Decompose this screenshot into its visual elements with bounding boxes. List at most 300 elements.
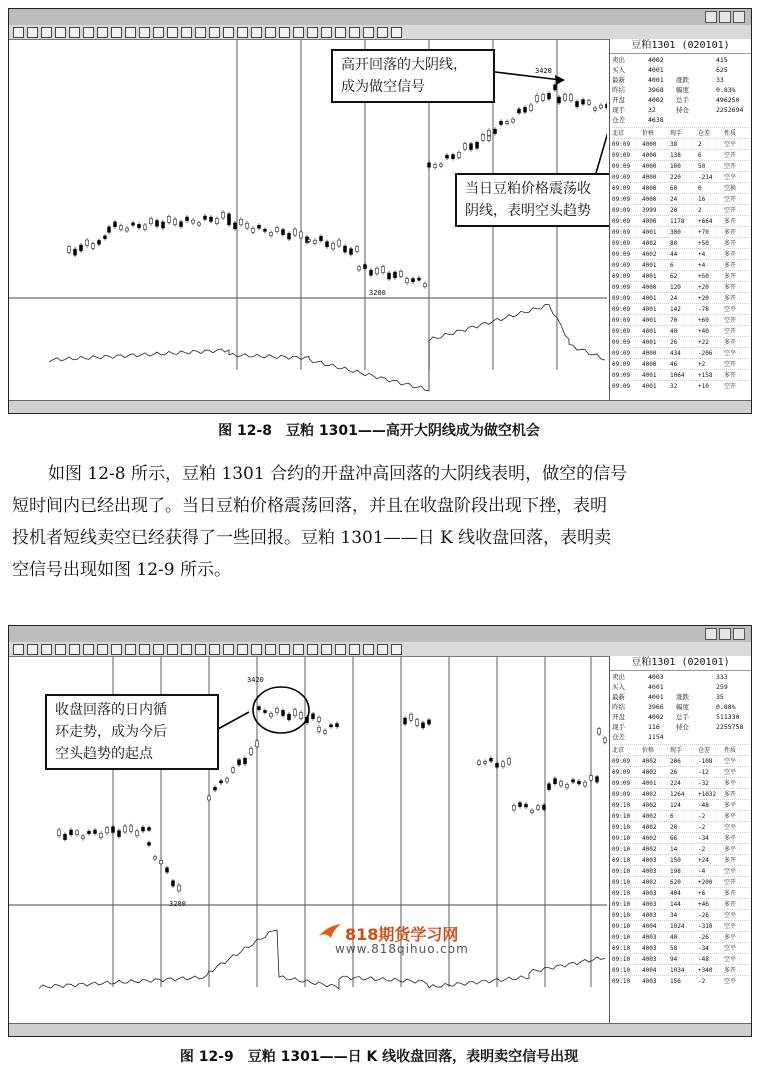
tick-cell: 46 [670,361,678,368]
tick-cell: +10 [698,383,709,390]
tick-cell: 26 [670,339,678,346]
callout-bearish-candle [331,49,495,103]
toolbar-button-icon[interactable] [27,644,38,655]
tick-cell: 09:09 [612,174,631,181]
candle-body [64,834,67,839]
tick-cell: +4 [698,262,706,269]
status-bar [9,400,751,413]
callout-line: 空头趋势的起点 [55,746,153,762]
tick-cell: 09:09 [612,339,631,346]
tick-cell: 09:10 [612,978,631,985]
toolbar-button-icon[interactable] [237,27,248,38]
tick-cell: 4000 [642,361,657,368]
candle-body [294,229,297,235]
tick-cell: 多开 [724,262,737,269]
toolbar-button-icon[interactable] [195,27,206,38]
toolbar-button-icon[interactable] [321,644,332,655]
tick-cell: 0 [698,185,702,192]
quote-extra: 625 [716,66,728,74]
tick-cell: +46 [698,901,709,908]
candle-body [554,779,557,784]
body-paragraph [12,458,738,586]
candle-body [58,830,61,836]
tick-header: 北京 [612,130,625,137]
candle-body [519,803,522,807]
candle-body [104,236,107,239]
tick-cell: -12 [698,769,709,776]
tick-cell: 2 [698,141,702,148]
candle-body [576,101,579,106]
callout-line: 成为做空信号 [341,79,425,95]
chart-toolbar [9,25,751,40]
tick-cell: 4003 [642,912,657,919]
candle-body [464,144,467,150]
candle-body [94,830,97,834]
tick-cell: 6 [670,813,674,820]
tick-cell: 09:10 [612,923,631,930]
tick-cell: -2 [698,846,706,853]
toolbar-button-icon[interactable] [391,644,402,655]
candle-body [548,93,551,99]
window-titlebar [9,9,751,26]
tick-cell: 4002 [642,251,657,258]
tick-cell: 80 [670,240,678,247]
tick-cell: 4003 [642,890,657,897]
tick-cell: 多开 [724,273,737,280]
tick-cell: 4003 [642,901,657,908]
tick-cell: 多开 [724,251,737,258]
toolbar-button-icon[interactable] [111,27,122,38]
candle-body [120,226,123,230]
price-high-label: 3420 [535,67,552,75]
candle-body [394,272,397,278]
candle-body [74,249,77,255]
candle-body [578,781,581,784]
quote-label: 买入 [612,683,625,691]
toolbar-button-icon[interactable] [181,27,192,38]
tick-cell: 多开 [724,901,737,908]
candle-body [344,246,347,252]
toolbar-button-icon[interactable] [279,27,290,38]
toolbar-button-icon[interactable] [153,27,164,38]
highlight-circle [253,687,309,733]
quote-extra: 511330 [716,713,740,721]
status-bar [9,1023,751,1036]
toolbar-button-icon[interactable] [223,27,234,38]
tick-cell: 空平 [724,350,737,357]
candle-body [178,885,181,891]
toolbar-button-icon[interactable] [13,644,24,655]
quote-row [612,65,749,75]
toolbar-button-icon[interactable] [363,644,374,655]
tick-cell: 空平 [724,868,737,875]
tick-cell: 多平 [724,813,737,820]
tick-cell: 34 [670,912,678,919]
candle-body [300,712,303,718]
toolbar-button-icon[interactable] [209,27,220,38]
candle-body [488,130,491,135]
candle-body [582,100,585,104]
candle-body [324,730,327,733]
toolbar-button-icon[interactable] [69,27,80,38]
candle-body [98,240,101,244]
tick-cell: 09:10 [612,868,631,875]
tick-cell: 404 [670,890,681,897]
candle-body [222,212,225,218]
tick-cell: 4001 [642,273,657,280]
quote-row [612,85,749,95]
tick-cell: +50 [698,240,709,247]
candle-body [320,236,323,240]
watermark-title: 818期货学习网 [345,925,459,944]
quote-label2: 总手 [676,713,689,721]
toolbar-button-icon[interactable] [307,27,318,38]
tick-cell: 09:09 [612,328,631,335]
toolbar-button-icon[interactable] [377,644,388,655]
tick-cell: 空开 [724,317,737,324]
figure-caption: 图 12-9 豆粕 1301——日 K 线收盘回落，表明卖空信号出现 [179,1049,579,1065]
tick-cell: 4001 [642,229,657,236]
tick-cell: 09:09 [612,758,631,765]
toolbar-button-icon[interactable] [139,27,150,38]
quote-label: 现手 [612,106,625,114]
toolbar-button-icon[interactable] [251,644,262,655]
candle-body [240,219,243,225]
quote-extra: 2252694 [716,106,744,114]
tick-cell: -206 [698,350,713,357]
tick-cell: 4000 [642,185,657,192]
tick-cell: 09:09 [612,780,631,787]
close-icon[interactable] [733,628,745,640]
tick-cell: 156 [670,978,681,985]
tick-cell: 4001 [642,328,657,335]
tick-cell: 1064 [670,372,685,379]
quote-label2: 幅度 [676,86,689,94]
toolbar-button-icon[interactable] [139,644,150,655]
toolbar-button-icon[interactable] [13,27,24,38]
candle-body [406,279,409,283]
quote-extra: 415 [716,56,728,64]
arrow-line [594,108,607,180]
tick-cell: 14 [670,846,678,853]
tick-cell: 4001 [642,383,657,390]
tick-cell: +50 [698,273,709,280]
candle-body [530,105,533,111]
candle-body [282,230,285,235]
tick-cell: 09:09 [612,218,631,225]
tick-cell: 124 [670,802,681,809]
tick-cell: 多开 [724,240,737,247]
tick-cell: 4003 [642,945,657,952]
candle-body [500,121,503,124]
toolbar-button-icon[interactable] [167,644,178,655]
candle-body [288,233,291,239]
tick-cell: 09:09 [612,350,631,357]
candle-body [70,830,73,835]
toolbar-button-icon[interactable] [293,644,304,655]
candle-body [588,101,591,104]
candle-body [364,265,367,269]
quote-row [612,115,749,125]
screenshot-figure-12-8 [8,8,752,414]
paragraph-line: 投机者短线卖空已经获得了一些回报。豆粕 1301——日 K 线收盘回落，表明卖 [12,528,612,548]
tick-cell: 09:09 [612,262,631,269]
tick-cell: +158 [698,372,713,379]
tick-cell: 4001 [642,295,657,302]
quote-value: 4001 [648,683,664,691]
tick-cell: 09:09 [612,152,631,159]
candle-body [270,232,273,235]
toolbar-button-icon[interactable] [237,644,248,655]
candle-body [156,220,159,226]
candle-body [132,223,135,225]
candle-body [424,284,427,287]
tick-cell: -2 [698,813,706,820]
candle-body [338,240,341,246]
quote-label: 开盘 [612,96,625,104]
quote-value: 3966 [648,703,664,711]
candle-body [470,144,473,150]
tick-cell: 50 [698,163,706,170]
toolbar-button-icon[interactable] [251,27,262,38]
tick-cell: 09:10 [612,912,631,919]
maximize-icon[interactable] [719,11,731,23]
candle-body [484,761,487,763]
candle-body [416,720,419,726]
watermark-url: www.818qihuo.com [335,942,469,956]
tick-header: 价格 [642,747,655,754]
tick-cell: 4003 [642,978,657,985]
tick-cell: 09:09 [612,229,631,236]
toolbar-button-icon[interactable] [335,644,346,655]
candle-body [356,246,359,251]
candle-body [282,710,285,715]
toolbar-button-icon[interactable] [153,644,164,655]
tick-header: 北京 [612,747,625,754]
tick-header: 现手 [670,130,683,137]
toolbar-button-icon[interactable] [321,27,332,38]
tick-cell: 220 [670,174,681,181]
toolbar-button-icon[interactable] [69,644,80,655]
quote-extra: 35 [716,693,724,701]
tick-cell: 09:10 [612,879,631,886]
tick-cell: 66 [670,835,678,842]
candle-body [376,268,379,274]
toolbar-button-icon[interactable] [41,644,52,655]
quote-value: 4001 [648,693,664,701]
toolbar-button-icon[interactable] [209,644,220,655]
toolbar-button-icon[interactable] [223,644,234,655]
tick-cell: 空平 [724,141,737,148]
tick-cell: 09:09 [612,163,631,170]
tick-header: 现手 [670,747,683,754]
tick-cell: 4000 [642,141,657,148]
candle-body [258,707,261,710]
toolbar-button-icon[interactable] [27,27,38,38]
tick-cell: 空平 [724,923,737,930]
tick-cell: 4003 [642,868,657,875]
quote-panel [609,39,751,401]
toolbar-button-icon[interactable] [111,644,122,655]
tick-cell: 空开 [724,879,737,886]
candle-body [558,97,561,103]
toolbar-button-icon[interactable] [181,644,192,655]
candle-body [100,833,103,838]
toolbar-button-icon[interactable] [55,27,66,38]
tick-cell: 1264 [670,791,685,798]
tick-cell: 4000 [642,163,657,170]
minimize-icon[interactable] [705,628,717,640]
tick-cell: 多开 [724,284,737,291]
tick-cell: 09:09 [612,196,631,203]
toolbar-button-icon[interactable] [97,644,108,655]
quote-row [612,105,749,115]
tick-cell: 142 [670,306,681,313]
price-low-label: 3200 [369,289,386,297]
tick-cell: 26 [670,769,678,776]
candle-body [531,810,534,812]
tick-cell: 4002 [642,769,657,776]
candle-body [208,796,211,800]
candle-body [572,780,575,782]
candle-body [604,738,607,742]
tick-cell: 09:09 [612,284,631,291]
tick-cell: 224 [670,780,681,787]
callout-line: 环走势，成为今后 [55,724,167,740]
toolbar-button-icon[interactable] [349,27,360,38]
contract-title: 豆粕1301 (020101) [610,39,751,54]
tick-cell: +40 [698,328,709,335]
tick-cell: 40 [670,934,678,941]
candle-body [358,267,361,270]
tick-cell: 206 [670,758,681,765]
callout-bearish-trend [455,173,619,227]
toolbar-button-icon[interactable] [83,644,94,655]
candle-body [252,228,255,232]
quote-row [612,732,749,742]
tick-header: 仓差 [698,747,711,754]
toolbar-button-icon[interactable] [335,27,346,38]
candle-body [174,219,177,225]
callout-line: 高开回落的大阴线， [341,57,467,73]
tick-cell: -34 [698,835,709,842]
toolbar-button-icon[interactable] [349,644,360,655]
candle-body [542,94,545,100]
candle-body [318,727,321,731]
tick-cell: 4002 [642,802,657,809]
candle-body [584,782,587,786]
tick-cell: 多开 [724,967,737,974]
tick-cell: 60 [670,185,678,192]
tick-cell: +4 [698,251,706,258]
tick-cell: 4001 [642,262,657,269]
toolbar-button-icon[interactable] [377,27,388,38]
candle-body [294,710,297,716]
tick-cell: 空平 [724,306,737,313]
tick-cell: +22 [698,339,709,346]
quote-label2: 幅度 [676,703,689,711]
candle-body [600,105,603,108]
tick-cell: 09:10 [612,835,631,842]
arrow-head-icon [555,75,565,85]
quote-label: 最新 [612,76,625,84]
candle-body [596,777,599,782]
candle-body [434,165,437,168]
candle-body [264,229,267,231]
candle-body [564,94,567,100]
candle-body [440,164,443,166]
toolbar-button-icon[interactable] [265,27,276,38]
candle-body [548,784,551,790]
toolbar-button-icon[interactable] [55,644,66,655]
tick-cell: 4002 [642,879,657,886]
tick-cell: 4003 [642,956,657,963]
tick-cell: 1034 [670,967,685,974]
candle-body [506,122,509,124]
toolbar-button-icon[interactable] [293,27,304,38]
tick-cell: 150 [670,857,681,864]
toolbar-button-icon[interactable] [97,27,108,38]
tick-cell: 300 [670,229,681,236]
toolbar-button-icon[interactable] [41,27,52,38]
candle-body [308,239,311,241]
tick-cell: 4001 [642,339,657,346]
toolbar-button-icon[interactable] [125,27,136,38]
toolbar-button-icon[interactable] [167,27,178,38]
toolbar-button-icon[interactable] [265,644,276,655]
candle-body [130,826,133,831]
quote-label2: 涨跌 [676,693,689,701]
quote-row [612,95,749,105]
candle-body [276,708,279,712]
tick-cell: 4001 [642,306,657,313]
close-icon[interactable] [733,11,745,23]
toolbar-button-icon[interactable] [391,27,402,38]
candle-body [370,270,373,275]
candle-body [76,831,79,835]
candle-body [92,244,95,249]
candle-body [270,714,273,717]
tick-header: 价格 [642,130,655,137]
toolbar-button-icon[interactable] [279,644,290,655]
tick-cell: 09:10 [612,890,631,897]
tick-cell: -108 [698,758,713,765]
candle-body [258,225,261,228]
tick-cell: 09:09 [612,295,631,302]
quote-value: 4001 [648,66,664,74]
candle-body [418,278,421,280]
toolbar-button-icon[interactable] [363,27,374,38]
minimize-icon[interactable] [705,11,717,23]
tick-row [612,380,749,392]
candle-body [126,228,129,231]
tick-cell: 4002 [642,824,657,831]
toolbar-button-icon[interactable] [307,644,318,655]
tick-cell: 32 [670,383,678,390]
tick-cell: 09:09 [612,317,631,324]
window-titlebar [9,626,751,643]
toolbar-button-icon[interactable] [195,644,206,655]
tick-cell: +20 [698,284,709,291]
toolbar-button-icon[interactable] [125,644,136,655]
maximize-icon[interactable] [719,628,731,640]
quote-row [612,672,749,682]
tick-cell: 4003 [642,934,657,941]
tick-cell: 3999 [642,207,657,214]
toolbar-button-icon[interactable] [83,27,94,38]
candle-body [204,216,207,219]
tick-cell: 4000 [642,218,657,225]
